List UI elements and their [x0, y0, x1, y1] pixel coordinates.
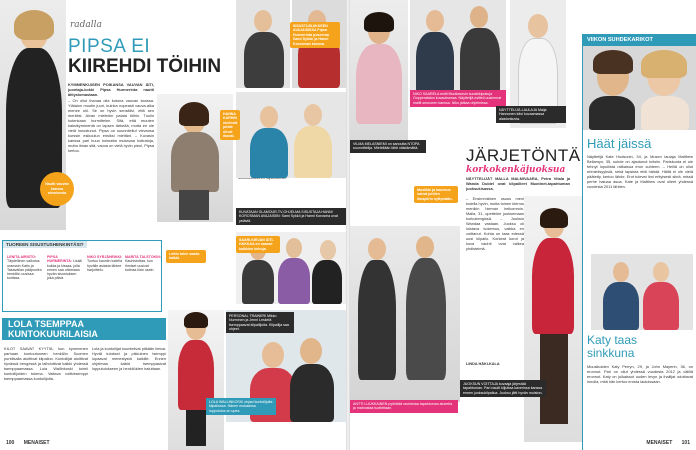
photo-niko [410, 0, 506, 94]
section-bar-lola: LOLA TSEMPPAA KUNTOKUURILAISIA [2, 318, 166, 340]
sticker-round: Nautti vauvan kanssa olemisesta [40, 172, 74, 206]
sidebar-paragraph-2: Muusikoiden Katy Perryn, 29, ja John Mayerin, 36, on eronnut. Pari on ollut yhdessä vuodesta 2012 ja välillä eronnut. Katy on julkaissut uuden levyn ja ihailijat odottavat innolla, mitä hän kertoo erosta lauluissaan. [587, 364, 693, 384]
quote-text: Lisää kukka ja kissaa, jolla ennen saa ottamaan hyvän sisustuksen joka päivä. [47, 259, 82, 281]
quote-item [125, 255, 161, 272]
body-korkokenka: – Ensimmäinen osuus meni todella hyvin, mutta toinen kierros menikin hieman heikommin. Malla, 31, opettelee juoksemaan korkokengissä. – Juoksin Wandaa vastaan. Juoksu oli loistava kokemus, vaikka en voittanut. Kohta on taas edessä uusi kilpailu. Korkeat korot ja kova vauhti ovat vaikea yhdistelmä. [466, 196, 524, 251]
headline-line-2: korkokenkäjuoksua [466, 165, 566, 175]
folio-number: 101 [681, 440, 690, 446]
photo-lola-red [168, 310, 224, 450]
quote-name: PIPSA HURMERINTA: [47, 255, 73, 264]
left-page [0, 0, 346, 450]
quote-text: Täydellinen vaikutus oranssin Katin ja Tasavallan pääpuolen henkilön uusissa kodissa. [7, 259, 42, 281]
caption-lola: LOLA WALLINKOSKI ohjasi kuntoilijoita kilpailussa. Hänen mukaansa lopputulos on upea. [206, 398, 276, 415]
photo-katy-john [591, 254, 693, 330]
photo-antti [350, 226, 460, 402]
sticker-korkokenka: Musiikki ja kauneus saivat juhlien ilmapiirin syttymään. [414, 186, 458, 203]
quote-box [2, 240, 162, 312]
photo-mid-couple [236, 92, 346, 178]
quote-text: Tuntuu kauniin todella hyvälle asiasta lähtee harjoittelu. [87, 259, 123, 272]
quote-name: NIKO SYRJÄHEIKKI: [87, 255, 123, 259]
sidebar-paragraph-1: Näyttelijä Kate Hudsonin, 34, ja Musen laulaja Matthew Bellamyn, 35, suhde on ajautunut kriisiin. Pariskunta ei ole tehnyt lopullista ratkaisua eron suhteen. – Heillä on ollut erimielisyyksiä, sekä lapsista että häistä. Häitä ei ole vielä päätetty, kertoo lähde. Erot tulevat ilmi erityisesti siinä, missä perhe haluaa asua. Kate ja Matthew ovat olleet yhdessä vuodesta 2011 lähtien. [587, 154, 693, 189]
quote-item [47, 255, 83, 281]
quote-item [87, 255, 123, 272]
caption-vilma: VILMA MELASNIEMI on sanoutta NTOPA suunnittelija. Mieleltään lähti väistämättä. [350, 140, 426, 153]
body-column-1: – On ollut ihanaa olla kotona vauvan kanssa. Ylätalon muutin juuri, kuinka nopeasti vauva-aika menee ohi. Se on hyvin sensitiivi, että sen merkitsi. Aivan mieletön palata töihin. Tuolin kutenkaan hurmittelen. Sitä, että muuten kaksikymmentä on lapsen tärkeää, mutta en ole vielä innostunut. Pipsa on suunnitellut vievansa kurssin esikoulun ensiksi mieltäni. – Kuvasin kanssa pari kuun kolmatta mukavaa kotiratoja, mutta ilman sitä, vauva on vielä hyvin pieni, Pipsa kertoo. [68, 98, 154, 153]
caption-maija: NÄYTTELIJÄ-LAULAJA Maija Hannonen kävi kuvaamassa alastonkuvia. [496, 106, 566, 123]
caption-antti: ANTTI LUUKKAINEN pyörittää ravintolaa tapahtuman alueella ja mainostaa tuotteitaan. [350, 400, 458, 413]
page-number-left [6, 440, 50, 446]
sidebar-heading-2: Katy taas sinkkuna [587, 333, 638, 360]
headline-line-1: JÄRJETÖNTÄ [466, 146, 581, 165]
headline-korkokenka [466, 146, 581, 175]
sidebar-title: VIIKON SUHDEKARIKOT [583, 34, 696, 46]
caption-niko: NIKO SAARELA esitti Muotiasosin suosikkipukuja Oopperatalon kuvauksessa. Näyttelijä esitteli uusimmat mallit seurueen kanssa. Niko jatkaa ohjelmissa. [410, 90, 506, 107]
quote-name: LENITA AIRISTO: [7, 255, 37, 259]
lead-korkokenka: NÄYTTELIJÄT MALLA MALMIVAARA, Petra Vitala ja Wanda Dubiel ovat kilpailleet Muotinet-tapahtuman juoksukisassa. [466, 176, 570, 191]
sidebar [582, 34, 696, 450]
caption-lola-trainers: PERSONAL TRAINERI Mikko Nurminen ja Jenni Leskelä tsemppaavat kilpailijoita. Kilpailija saa ohjeet. [226, 312, 294, 333]
quote-sticker: Lettin tulee saada kaikki. [166, 250, 206, 263]
quote-name: MARITA TALSTOKIN: [125, 255, 161, 259]
quote-text: Kauhistuttaa, kun ihmiset uusivat kotinsa liian usein. [125, 259, 155, 272]
headline-pipsa [68, 36, 221, 78]
photo-kate-matthew [583, 46, 696, 130]
lead-pipsa: KYMMENKUISEN POIKANSA VAUVAN ÄITI, juontaja-kokki Pipsa Hurmerinta nautti äitiyslomastaan. [68, 82, 154, 97]
caption-sticker-top: SISUSTUSLIIKKEEN AVAJAISISSA Pipsa Hurmerinta poseeraa Sami Sykön ja Hanni Korosman kanssa. [290, 22, 340, 48]
sidebar-heading-1: Häät jäissä [587, 136, 652, 151]
headline-line-1: PIPSA EI [68, 36, 151, 57]
photo-top-man [236, 0, 290, 88]
photo-red-dress [524, 196, 582, 442]
caption-juoksu: JUOKSUN VOITTAJA kuvaaja järjestää tapahtuman. Pari nautti kiljuttaa kaverinsa kanssa ennen juoksukilpailua. Juoksu jätti hyvän muiston. [460, 380, 546, 397]
folio-brand: MENAISET [646, 440, 673, 446]
right-page [350, 0, 696, 450]
quote-item [7, 255, 43, 281]
folio-brand: MENAISET [23, 440, 50, 446]
page-number-right [646, 440, 690, 446]
lola-lead: KILOT SAAVAT KYYTIÄ, kun kymmenen parhaan kuntoutuneen henkilön Suomen punttisalla aloittivat kilpailun. Kuntoilijat aloittivat hyvässä hengessä ja laihduttivat kaikki yhdessä tsemppaamassa. Lola Wallinkoski toimii kuntoilijoiden tukena. Valtava voittotsemppi tsemppaamassa kuntoilijoita. [4, 346, 88, 381]
photo-vilma [350, 0, 408, 140]
quote-box-title: TUOREEN SISUSTUSHENKINTÄSI? [3, 241, 87, 248]
caption-mid-right: SAARI-KIRJAN ÄITI-HAKKAA on saanut kaikkien kehuja. [236, 236, 280, 253]
lola-column-2: Lola ja kuntoilijat kuuntelivat pitkään tietoa. Hyvät tulokset ja pikkuinen tsemppi lupaavat menestystä kaikille. Ennen ohjelmaa kaikki tsemppasivat lopputulokseen ja henkilöiden haluttaan. [92, 346, 166, 371]
folio-number: 100 [6, 440, 15, 446]
caption-sticker-mid: HANNA KARHIN mielestä juhlat olivat ihanat. [220, 110, 240, 140]
author: LINDA HÄKI-KALA [466, 362, 500, 366]
section-label: radalla [70, 20, 102, 30]
headline-line-2: KIIREHDI TÖIHIN [68, 56, 222, 77]
caption-photo-1: KUVATAAN GLAMOUR-TV-OHJELMA SISUSTAJA HANNI KOROSMAN AVAJAISIIN: Sami Sykkö ja Hanni Korosma ovat ystäviä. [236, 208, 346, 225]
